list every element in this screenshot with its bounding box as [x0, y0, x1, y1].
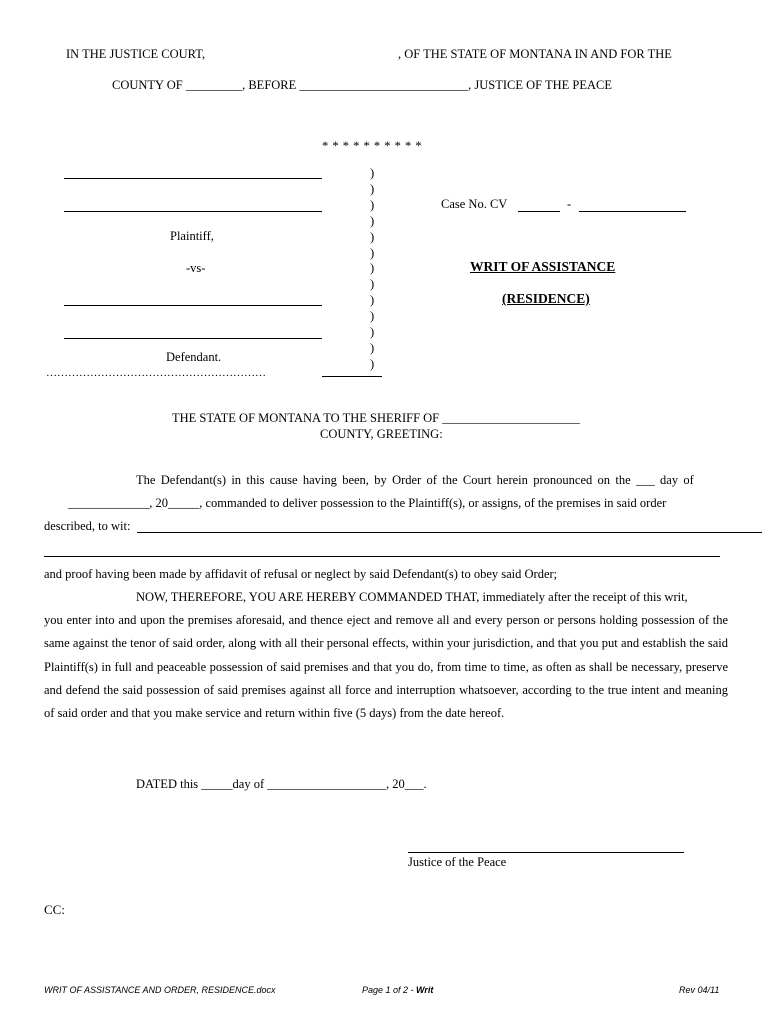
caption-paren: )	[370, 277, 375, 292]
footer-page-number	[362, 985, 433, 995]
defendant-name-line-2[interactable]	[64, 338, 322, 339]
caption-paren: )	[370, 181, 375, 196]
defendant-label: Defendant.	[166, 350, 222, 364]
signature-label: Justice of the Peace	[408, 855, 507, 869]
court-header-line1-right: , OF THE STATE OF MONTANA IN AND FOR THE	[398, 47, 672, 61]
body-p1-line3: described, to wit:	[44, 519, 131, 533]
caption-paren: )	[370, 309, 375, 324]
caption-paren: )	[370, 213, 375, 228]
plaintiff-label: Plaintiff,	[170, 229, 214, 243]
document-subtitle: (RESIDENCE)	[502, 291, 590, 306]
case-number-field-1[interactable]	[518, 211, 560, 212]
court-header-line1-left: IN THE JUSTICE COURT,	[66, 47, 206, 61]
footer-revision: Rev 04/11	[679, 985, 720, 995]
cc-label: CC:	[44, 902, 65, 917]
footer-page-section: Writ	[416, 985, 434, 995]
signature-line[interactable]	[408, 852, 684, 853]
plaintiff-name-line-2[interactable]	[64, 211, 322, 212]
body-p3-first-line: NOW, THEREFORE, YOU ARE HEREBY COMMANDED THAT, immediately after the receipt of this writ,	[136, 590, 688, 604]
footer-page-prefix: Page 1 of 2 -	[362, 985, 417, 995]
body-p3-rest: you enter into and upon the premises aforesaid, and thence eject and remove all and every person or persons holding possession of the same against the tenor of said order, along with all their personal effects, within your jurisdiction, and that you put and establish the said Plaintiff(s) in full and peaceable possession of said premises and that you do, from time to time, as often as shall be necessary, preserve and defend the said possession of said premises against all force and interruption whatsoever, according to the true intent and meaning of said order and that you make service and return within five (5 days) from the date hereof.	[44, 613, 728, 721]
caption-paren: )	[370, 340, 375, 355]
caption-paren: )	[370, 261, 375, 276]
vs-label: -vs-	[186, 261, 206, 275]
order-month-blank[interactable]: _____________	[68, 496, 150, 510]
dated-line: DATED this _____day of ___________________, 20___.	[136, 777, 427, 791]
greeting-line-1: THE STATE OF MONTANA TO THE SHERIFF OF ______________________	[172, 411, 580, 425]
caption-closing-line	[322, 376, 382, 377]
caption-paren: )	[370, 229, 375, 244]
plaintiff-name-line-1[interactable]	[64, 178, 322, 179]
caption-dotted-line: ……………………………………………………	[46, 367, 266, 379]
caption-paren: )	[370, 293, 375, 308]
body-p1-line2-text: , 20_____, commanded to deliver possession to the Plaintiff(s), or assigns, of the premises in said order	[149, 496, 667, 510]
document-title: WRIT OF ASSISTANCE	[470, 259, 616, 274]
caption-paren: )	[370, 356, 375, 371]
footer-filename: WRIT OF ASSISTANCE AND ORDER, RESIDENCE.docx	[44, 985, 276, 995]
premises-description-line-1[interactable]	[137, 532, 762, 533]
body-p2: and proof having been made by affidavit of refusal or neglect by said Defendant(s) to obey said Order;	[44, 567, 558, 581]
greeting-line-2: COUNTY, GREETING:	[320, 427, 443, 441]
caption-paren: )	[370, 325, 375, 339]
premises-description-line-2[interactable]	[44, 556, 720, 557]
case-number-label: Case No. CV	[441, 197, 508, 211]
caption-paren: )	[370, 245, 375, 260]
caption-paren: )	[370, 166, 375, 180]
body-p1-line1: The Defendant(s) in this cause having been, by Order of the Court herein pronounced on the ___ day of	[136, 473, 694, 487]
case-number-field-2[interactable]	[579, 211, 686, 212]
court-header-line2: COUNTY OF _________, BEFORE ___________________________, JUSTICE OF THE PEACE	[112, 78, 613, 92]
defendant-name-line-1[interactable]	[64, 305, 322, 306]
case-number-dash: -	[567, 197, 572, 211]
separator-stars: * * * * * * * * * *	[322, 139, 423, 153]
body-p1-line2	[68, 496, 666, 511]
caption-paren: )	[370, 197, 375, 212]
